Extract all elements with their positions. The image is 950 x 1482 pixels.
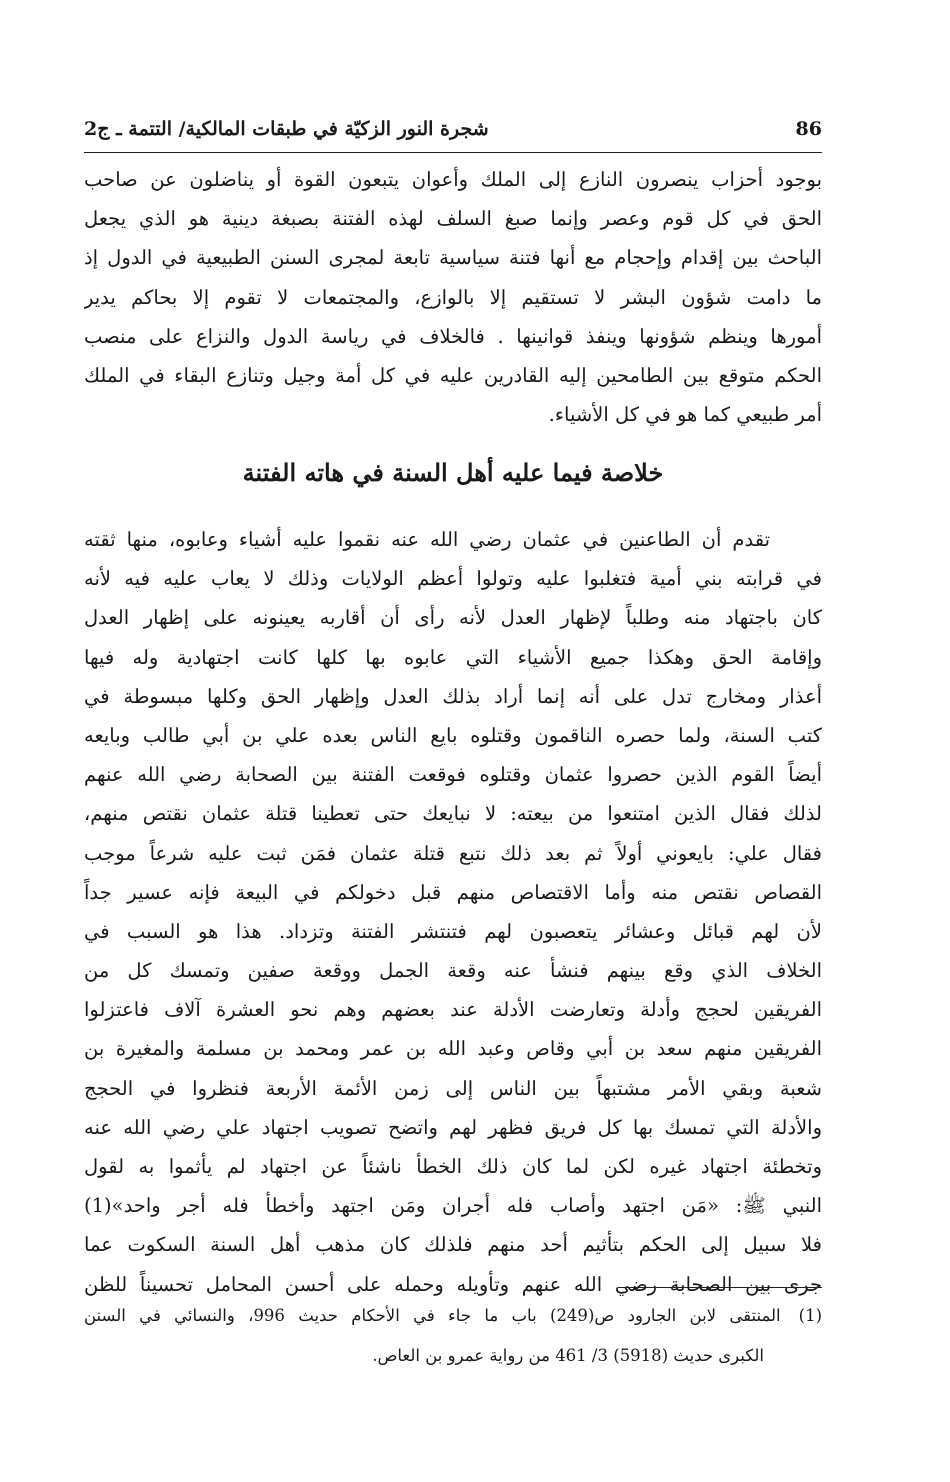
text-line: والأدلة التي تمسك بها كل فريق فظهر لهم واتضح تصويب اجتهاد علي رضي الله عنه (84, 1115, 822, 1139)
text-line: وإقامة الحق وهكذا جميع الأشياء التي عابوه بها كلها كانت اجتهادية وله فيها (84, 645, 822, 669)
text-line: الباحث بين إقدام وإحجام مع أنها فتنة سياسية تابعة لمجرى السنن الطبيعية في الدول إذ (84, 246, 822, 270)
footnotes (84, 1296, 822, 1376)
text-line: لذلك فقال الذين امتنعوا من بيعته: لا نبايعك حتى تعطينا قتلة عثمان نقتص منهم، (84, 802, 822, 826)
text-line: الخلاف الذي وقع بينهم فنشأ عنه وقعة الجمل ووقعة صفين وتمسك كل من (84, 959, 822, 983)
text-line: كان باجتهاد منه وطلباً لإظهار العدل لأنه رأى أن أقاربه يعينونه على إظهار العدل (84, 606, 822, 630)
text-line: ما دامت شؤون البشر لا تستقيم إلا بالوازع، والمجتمعات لا تقوم إلا بحاكم يدير (84, 285, 822, 309)
text-line: تقدم أن الطاعنين في عثمان رضي الله عنه نقموا عليه أشياء وعابوه، منها ثقته (84, 528, 770, 551)
paragraph-2 (84, 520, 822, 1304)
text-line: القصاص نقتص منه وأما الاقتصاص منهم قبل دخولكم في البيعة فإنه عسير جداً (84, 880, 822, 904)
text-line: أيضاً القوم الذين حصروا عثمان وقتلوه فوقعت الفتنة بين الصحابة رضي الله عنهم (84, 763, 822, 787)
text-line: الفريقين منهم سعد بن أبي وقاص وعبد الله بن عمر ومحمد بن مسلمة والمغيرة بن (84, 1037, 822, 1061)
text-line: أعذار ومخارج تدل على أنه إنما أراد بذلك العدل وإظهار الحق وكلها مبسوطة في (84, 684, 822, 708)
section-heading: خلاصة فيما عليه أهل السنة في هاته الفتنة (242, 458, 664, 487)
text-line: لأن لهم قبائل وعشائر يتعصبون لهم فتنتشر الفتنة وتزداد. هذا هو السبب في (84, 919, 822, 943)
text-line: الحكم متوقع بين الطامحين إليه القادرين عليه في كل أمة وجيل وتنازع البقاء في الملك (84, 363, 822, 387)
text-line: الفريقين لحجج وأدلة وتعارضت الأدلة عند بعضهم وهم نحو العشرة آلاف فاعتزلوا (84, 998, 822, 1022)
text-line: فلا سبيل إلى الحكم بتأثيم أحد منهم فلذلك كان مذهب أهل السنة السكوت عما (84, 1233, 822, 1257)
footnote-separator (618, 1287, 822, 1288)
text-line: في قرابته بني أمية فتغلبوا عليه وتولوا أعظم الولايات وذلك لا يعاب عليه فيه لأنه (84, 567, 822, 591)
text-line: شعبة وبقي الأمر مشتبهاً بين الناس إلى زمن الأئمة الأربعة فنظروا في الحجج (84, 1076, 822, 1100)
text-line: كتب السنة، ولما حصره الناقمون وقتلوه بايع الناس بعده علي بن أبي طالب وبايعه (84, 723, 822, 747)
text-line: وتخطئة اجتهاد غيره لكن لما كان ذلك الخطأ ناشئاً عن اجتهاد لم يأثموا به لقول (84, 1155, 822, 1178)
paragraph-1 (84, 160, 822, 434)
page-number: 86 (795, 118, 822, 140)
footnote-marker: (1) (798, 1306, 822, 1325)
text-line: فقال علي: بايعوني أولاً ثم بعد ذلك نتبع قتلة عثمان فمَن ثبت عليه شرعاً موجب (84, 841, 822, 865)
text-line: الحق في كل قوم وعصر وإنما صبغ السلف لهذه الفتنة بصبغة دينية هو الذي يجعل (84, 207, 822, 231)
page-header (84, 112, 822, 153)
footnote-line (84, 1296, 822, 1336)
footnote-line: الكبرى حديث (5918) 3/ 461 من رواية عمرو بن العاص. (372, 1346, 764, 1365)
text-line: أمر طبيعي كما هو في كل الأشياء. (548, 403, 822, 427)
text-line: جرى بين الصحابة رضي الله عنهم وتأويله وحمله على أحسن المحامل تحسيناً للظن (84, 1272, 822, 1296)
running-title: شجرة النور الزكيّة في طبقات المالكية/ التتمة ـ ج2 (84, 118, 489, 140)
text-line: أمورها وينظم شؤونها وينفذ قوانينها . فالخلاف في رياسة الدول والنزاع على منصب (84, 324, 822, 348)
text-line: بوجود أحزاب ينصرون النازع إلى الملك وأعوان يتبعون القوة أو يناضلون عن صاحب (84, 168, 822, 191)
footnote-text: المنتقى لابن الجارود ص(249) باب ما جاء في الأحكام حديث 996، والنسائي في السنن (84, 1306, 781, 1325)
text-line: النبي ﷺ: «مَن اجتهد وأصاب فله أجران ومَن اجتهد وأخطأ فله أجر واحد»(1) (84, 1194, 822, 1218)
